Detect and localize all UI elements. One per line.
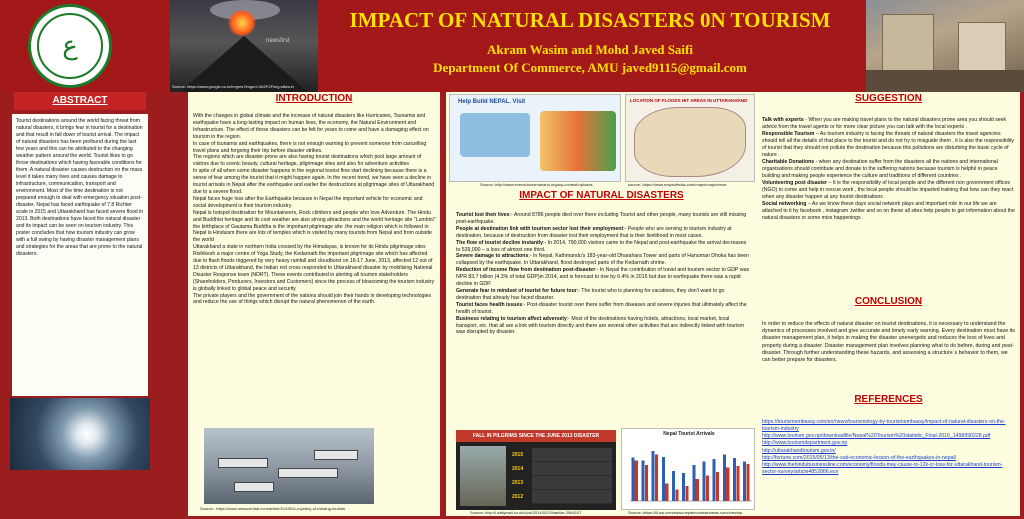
stranded-ships-photo [204,428,374,504]
chart-bar [706,475,709,501]
chart-bar [655,455,658,501]
chart-bar [645,465,648,501]
chart-bar [733,458,736,501]
chart-bar [696,479,699,501]
chart-bar [682,473,685,501]
abstract-title: ABSTRACT [14,92,146,110]
impact-item: Reduction of income flow from destination post-disaster:- In Nepal the contribution of travel and tourism sector to GDP was NPR 83.7 billion (4.3% of total GDP)in 2014, and is forecast to rise by 6.4% in 2015 but due to earthquake there was a rapid decline in GDP. [456,267,750,288]
volcano-source: Source- https://www.google.co.in/imgres?imgurl=3A2F2Fimg.wikiw.tv [172,84,295,89]
intro-paragraph: Uttarakhand a state in northern India crossed by the Himalayas, is known for its Hindu pilgrimage sites Rishikesh a major centre of Yoga Study, the Kedarnath the important pilgrimage site which has affected due to flash floods triggered by very heavy rainfall and cloudburst on 16-17 June, 2013, affected 12 out of 13 districts of Uttarakhand, the Indian red cross responded to Uttarakhand disaster by mobilising National Disaster Response team (NDRT). These events contributed in alerting all tourism stakeholders (Shareholders, Producers, Investors and Customers) since the process of blossoming the tourism industry is globally linked to global peace and security [193,244,435,292]
uttarakhand-flood-map [625,94,755,182]
impact-item: Severe damage to attractions:- In Nepal, Kathmandu's 183-year-old Dharahara Tower and parts of Hanuman Dhoka has been collapsed by the earthquake. In Uttarakhand, flood destroyed parts of the Kedarnath shrine. [456,253,750,267]
chart-bar [716,472,719,501]
impact-item: Tourist lost their lives:- Around 8786 people died over there including Tourist and other people, many tourists are still missing post-earthquake. [456,212,747,225]
suggestion-text [762,117,1016,222]
reference-link[interactable]: http://www.tourismdepartment.gov.np [762,440,848,447]
impact-title: IMPACT OF NATURAL DISASTERS [519,190,684,201]
intro-paragraph: In spite of all when some disaster happens in the regional tourist flow start declining because there is a sense of fear among the tourist that it might happen again. In the recent trend, we have seen a decline in tourist arrivals in Nepal after the earthquake and earlier the destructions at pilgrimage sites of Uttarakhand due to a severe flood. [193,168,435,195]
intro-image-source: Source:- https://www.newscentral.com/article/2143611-mystery-of-missing-tourists [200,506,346,511]
references-title: REFERENCES [854,394,923,405]
chart-title: Nepal Tourist Arrivals [663,431,715,437]
impact-text [456,212,750,336]
chart-bar [662,457,665,501]
chart-bar [743,462,746,501]
intro-paragraph: Nepal faces huge loss after the Earthquake because in Nepal the important vehicle for economic and social development is their tourism industry. [193,195,423,209]
impact-item: Business relating to tourism affect adversely:- Most of the destinations having hotels, attractions, local market, local transport, etc. that all are a link with tourism directly and there are several other activities that are indirectly linked with tourism was disrupted by disaster. [456,315,745,336]
nepal-infographic [449,94,621,182]
infographic-label: Help Build NEPAL. Visit [458,99,526,105]
intro-paragraph: Nepal is hotspot destination for Mountaineers, Rock climbers and people who love Adventure. The Hindu and Buddhist heritage and its cool weather are also strong attractions and the world heritage site "Lumbini" the birthplace of Gautama Buddha is the important pilgrimage site .the main religion which is followed in Nepal is Hinduism there are lots of temples which is visited by many tourists from Nepal and from outside the world [193,209,436,244]
chart-bar [631,458,634,502]
bar-chart [622,439,756,509]
earthquake-ruins-photo [866,0,1024,92]
intro-paragraph: The private players and the government of the nations should join their hands in developing technologies and reduce the use of things which disrupt the natural phenomenon of the earth. [193,292,432,306]
conclusion-text: In order to reduce the effects of natural disaster on tourist destinations, it is necessary to understand the dynamics of processes involved and give accurate and timely early warning. Every destination must have its disaster management plan, it helps in making the disaster unenergetic and reduces the loss of lives and property during a disaster. Disaster management plan involves planning what to do before, during and post-disaster. Through further understanding these hazards, and assessing a structure`s behavior to them, we can better prepare for disasters. [762,321,1015,364]
impact-item: The flow of tourist decline instantly:- In 2014, 790,000 visitors came to the Nepal and post-earthquake the arrival decreases to 539,000 – a loss of almost one third. [456,239,747,253]
suggestion-item: Charitable Donations - when any destination suffer from the disasters all the nations and international organisations should contribute and donate to the suffering nations because tourism is helpful in peace building and making people experience the culture and traditions of different countries . [762,158,998,179]
pilgrims-title: FALL IN PILGRIMS SINCE THE JUNE 2013 DISASTER [456,430,616,442]
logo-emblem: ع [37,13,103,79]
chart-bar [635,460,638,501]
suggestion-item: Volunteering post disaster – It is the responsibility of local people and the different non government offices (NGO) to come and help in rescue work , the local people should be imparted training that how can they react when any disaster happen at any tourist destinations . [762,179,1014,200]
chart-bar [723,455,726,501]
chart-bar [703,462,706,501]
chart-source: Source:-https://lii.wp.com/www.nepalmountainnews.com/cms/wp [628,510,743,515]
impact-item: Generate fear in mindset of tourist for future tour:- The tourist who is planning for vacations, they don't want to go destination that already has faced disaster. [456,287,725,301]
conclusion-title: CONCLUSION [854,296,923,307]
poster-department: Department Of Commerce, AMU javed9115@gmail.com [433,60,747,75]
introduction-title: INTRODUCTION [275,93,353,104]
poster-title: IMPACT OF NATURAL DISASTERS 0N TOURISM [349,8,831,32]
impact-item: Tourist faces health issues:- Post-disaster tourist over there suffer from diseases and severe injuries that ultimately affect the health of tourist. [456,301,747,315]
chart-bar [736,466,739,501]
pilgrims-decline-image: FALL IN PILGRIMS SINCE THE JUNE 2013 DISASTER 2015 2014 2013 2012 [456,430,616,510]
chart-bar [652,451,655,501]
impact-item: People at destination link with tourism sector lost their employment:- People who are serving to tourism industry at destination, because of destruction from disaster lost their employment that is their livelihood in most cases. [456,225,732,239]
chart-bar [726,467,729,501]
reference-link[interactable]: http://www.thehindubusinessline.com/economy/floods-may-cause-rs-12k-cr-loss-for-uttarakhand-tourism-sector-survey/article4852866.ece [762,462,1003,475]
intro-paragraph: The regions which are disaster-prone are also having tourist destinations which pool large amount of visitors due to scenic beauty, cultural heritage, pilgrimage sites and also for adventure activities [193,154,422,168]
abstract-text: Tourist destinations around the world facing threat from natural disasters, it brings fear in tourist for a destination and that result in fall down of tourist arrival. The impact of natural disasters has been profound during the last few years and this can be attributed to the changing weather pattern around the world. Tourist likes to go those destinations which having favorable conditions for them. A natural disaster causes destruction on the mass level it takes many lives and causes damage to infrastructure, communication, transport and environment. Most of the time destination is not prepared enough to deal with emergency situation post-disaster. Nepal has faced earthquake of 7.8 Richter scale in 2015 and Uttarakhand has faced severe flood in 2013. Both destinations have faced the natural disaster and its impact can be seen on tourism industry. This poster concludes that how tourism industry can grow with a full swing by having disaster management plans and strategies for the areas that are prone to the natural disasters. [12,114,148,396]
suggestion-item: Talk with experts - When you are making travel plans to the natural disasters prone area you should seek advice from the travel agents or for more clear picture you can talk with the local experts . [762,117,1007,130]
infographic-source: Source:-http://www.evensdoursmanand.org/wp-content/uploads [480,182,593,187]
poster-authors: Akram Wasim and Mohd Javed Saifi [487,42,693,57]
suggestion-item: Social networking – As we know these days social network plays and important role in our life we are attached to it by facebook , instagram ,twitter and so on these all sites help people to get information about the natural disasters or some miss happenings . [762,200,1015,221]
chart-bar [692,465,695,501]
university-logo [28,4,112,88]
temple-photo [460,446,506,506]
reference-link[interactable]: http://www.tourism.gov.np/downloadfile/Nepal%20Tourism%20statistic_Final-2016_1498990228.pdf [762,433,991,440]
references-list [762,419,1016,476]
reference-link[interactable]: http://uttarakhandtourism.gov.in/ [762,447,836,454]
reference-link[interactable]: http://fortune.com/2015/05/13/the-sad-economic-lesson-of-the-earthquakes-in-nepal/ [762,454,957,461]
nepal-arrivals-chart [621,428,755,510]
cyclone-satellite-photo [10,398,150,470]
pilgrims-source: Source:-http://i.dailymail.co.uk/i/pix/2014/02/29/article-2564107 [470,510,582,515]
introduction-text [193,113,437,306]
suggestion-title: SUGGESTION [855,93,922,104]
reference-link[interactable]: https://tourismembassy.com/en/news/tourismology-by-tourismembassy/impact-of-natural-disasters-on-the-tourism-industry [762,419,1006,432]
map-label: LOCATION OF FLOODS HIT AREAS IN UTTARAKHAND [630,98,748,103]
suggestion-item: Responsible Tourism – As tourism industry is facing the threats of natural disasters the travel agencies should tell all the details of that place to the tourist and do not try to misguide them , it is also the responsibility of tourist that they should not pollute the destination because this pollutions are disturbing the basic cycle of nature . [762,130,1015,158]
chart-bar [665,484,668,501]
chart-bar [675,489,678,501]
map-source: source:-https://www.mapsofindia.com/maps/maps/news [628,182,727,187]
chart-bar [713,459,716,501]
chart-bar [672,471,675,501]
volcano-photo [170,0,318,92]
chart-bar [642,460,645,501]
photo-watermark: newsfirst [266,38,290,44]
intro-paragraph: With the changes in global climate and the increase of natural disasters like Hurricanes, Tsunamis and earthquake have a long-lasting impact on human lives, the economy, the Natural Environment and Infrastructure. The effect of these disasters can be felt for years to come and have a damaging effect on tourism in the region. [193,113,429,140]
chart-bar [686,486,689,501]
chart-bar [747,464,750,501]
intro-paragraph: In case of tsunamis and earthquakes, there is not enough warning to prevent someone from cancelling travel plans and forgoing their trip before disaster strikes. [193,140,427,154]
